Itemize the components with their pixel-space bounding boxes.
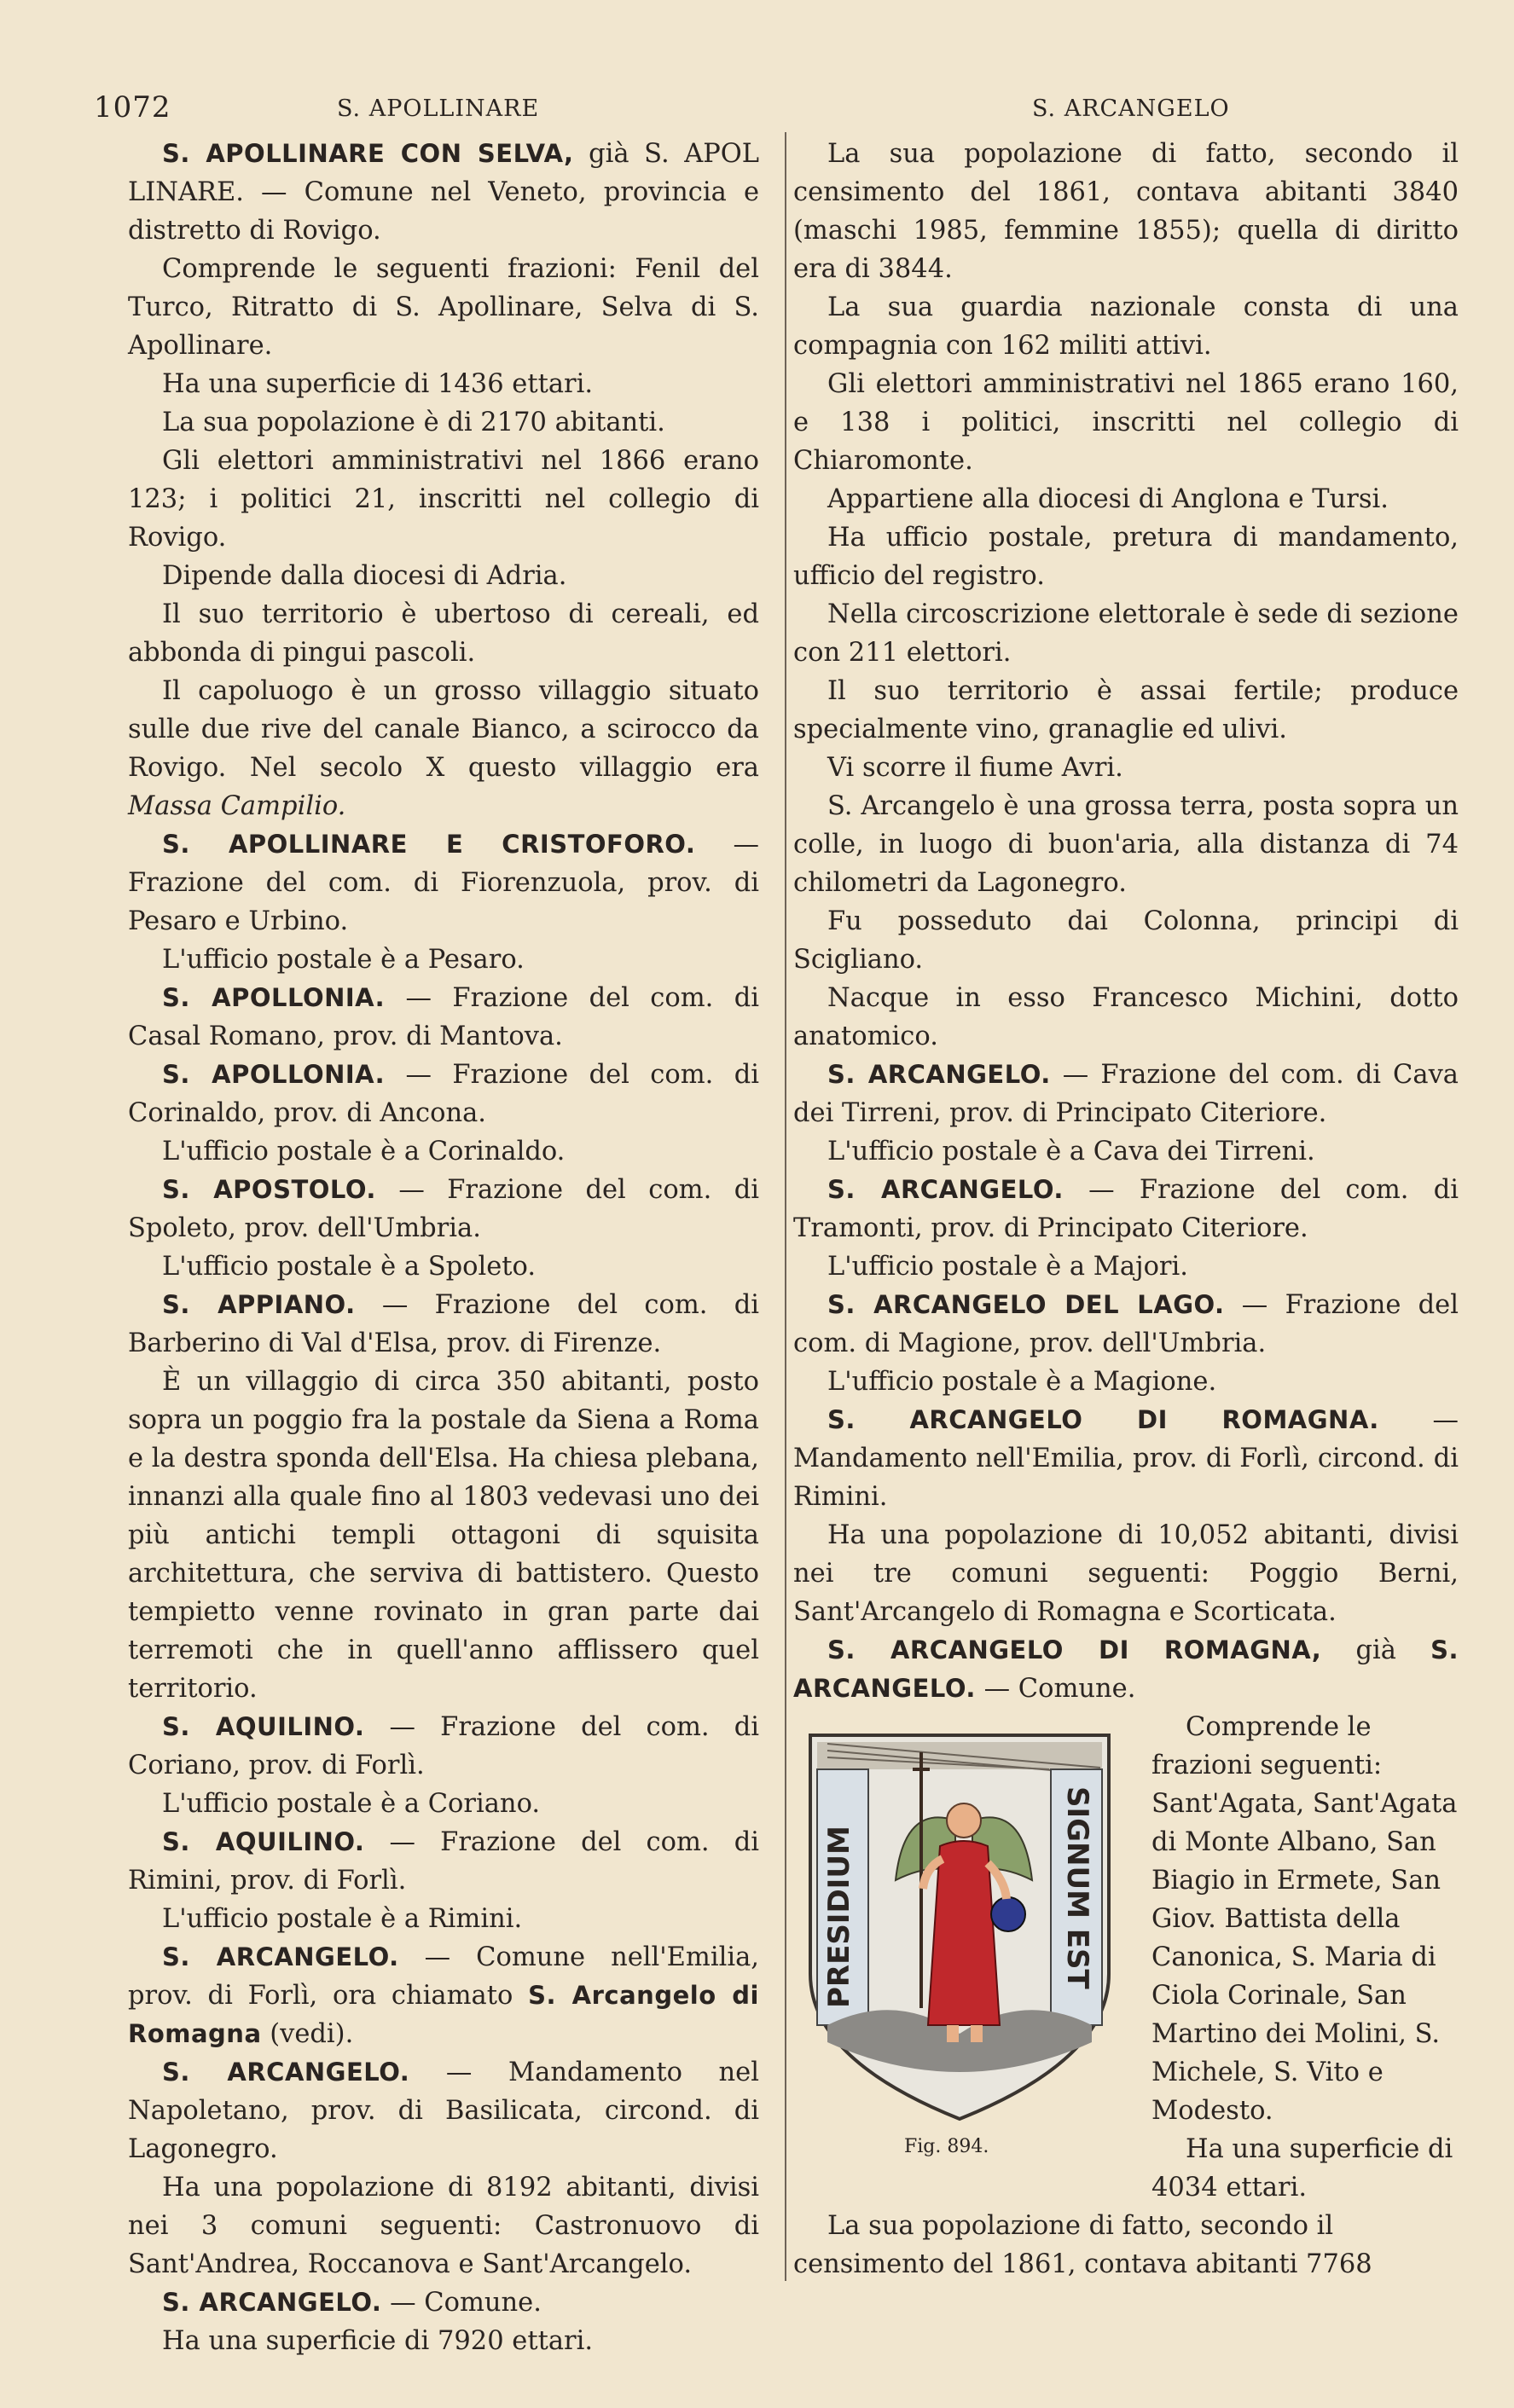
entry-paragraph: [128, 250, 759, 365]
entry-text: — Frazione del com. di Fiorenzuola, prov. di Pesaro e Urbino.: [128, 830, 759, 936]
entry-text: Nella circoscrizione elettorale è sede di sezione con 211 elettori.: [793, 599, 1459, 668]
entry-paragraph: [128, 1823, 759, 1900]
entry-text: La sua guardia nazionale consta di una compagnia con 162 militi attivi.: [793, 292, 1459, 361]
entry-text: — Frazione del com. di Magione, prov. dell'Umbria.: [793, 1290, 1459, 1358]
entry-text: La sua popolazione di fatto, secondo il censimento del 1861, contava abitanti 3840 (maschi 1985, femmine 1855); quella di diritto era di 3844.: [793, 139, 1459, 284]
entry-paragraph: [128, 1286, 759, 1363]
coat-of-arms-figure: [793, 1718, 1126, 2196]
figure-side-text: Comprende le frazioni seguenti: Sant'Agata, Sant'Agata di Monte Albano, San Biagio in Ermete, San Giov. Battista della Canonica, S. Maria di Ciola Corinale, San Martino dei Molini, S. Michele, S. Vito e Modesto.: [1151, 1712, 1458, 2126]
entry-heading: S. ARCANGELO.: [162, 2058, 410, 2087]
entry-paragraph: [128, 442, 759, 557]
entry-text: — Comune.: [381, 2288, 542, 2318]
entry-heading: S. ARCANGELO.: [162, 1942, 399, 1971]
entry-heading: S. ARCANGELO DEL LAGO.: [827, 1290, 1225, 1319]
band-text-left: PRESIDIUM: [822, 1826, 856, 2008]
entry-paragraph: [128, 1171, 759, 1247]
entry-paragraph: [128, 979, 759, 1056]
entry-paragraph: [128, 1708, 759, 1785]
entry-text: Ha ufficio postale, pretura di mandamento, ufficio del registro.: [793, 523, 1459, 591]
band-text-right: SIGNUM EST: [1060, 1786, 1094, 1989]
entry-paragraph: [793, 1286, 1459, 1363]
entry-heading: S. ARCANGELO DI ROMAGNA,: [827, 1635, 1322, 1664]
entry-paragraph: [793, 1247, 1459, 1286]
entry-heading: S. APOLLINARE CON SELVA,: [162, 139, 574, 168]
entry-paragraph: [128, 1363, 759, 1708]
entry-heading: S. ARCANGELO.: [827, 1060, 1051, 1089]
entry-text: — Frazione del com. di Corinaldo, prov. di Ancona.: [128, 1060, 759, 1128]
entry-paragraph: [128, 557, 759, 595]
entry-paragraph: [128, 595, 759, 672]
left-column: [128, 135, 759, 2360]
entry-bold-inline: S. Arcangelo di Romagna: [128, 1981, 759, 2048]
entry-paragraph: [793, 288, 1459, 365]
entry-text: Appartiene alla diocesi di Anglona e Tursi.: [827, 484, 1389, 514]
entry-text: Vi scorre il fiume Avri.: [827, 753, 1123, 783]
entry-text: Ha una popolazione di 8192 abitanti, divisi nei 3 comuni seguenti: Castronuovo di Sant'Andrea, Roccanova e Sant'Arcangelo.: [128, 2173, 759, 2279]
entry-paragraph: [128, 2053, 759, 2168]
entry-text: — Frazione del com. di Rimini, prov. di Forlì.: [128, 1827, 759, 1896]
entry-paragraph: [793, 1056, 1459, 1132]
entry-text: È un villaggio di circa 350 abitanti, posto sopra un poggio fra la postale da Siena a Roma e la destra sponda dell'Elsa. Ha chiesa plebana, innanzi alla quale fino al 1803 vedevasi uno dei più antichi templi ottagoni di squisita architettura, che serviva di battistero. Questo tempietto venne rovinato in gran parte dai terremoti che in quell'anno afflissero quel territorio.: [128, 1367, 759, 1704]
entry-paragraph: [793, 135, 1459, 288]
entry-paragraph: [793, 672, 1459, 749]
right-column: [793, 135, 1459, 2284]
entry-paragraph: [128, 1247, 759, 1286]
entry-text: L'ufficio postale è a Majori.: [827, 1252, 1188, 1282]
entry-heading: S. APOLLONIA.: [162, 1060, 386, 1089]
entry-text: L'ufficio postale è a Pesaro.: [162, 945, 525, 975]
entry-text: Nacque in esso Francesco Michini, dotto anatomico.: [793, 983, 1459, 1051]
entry-paragraph: [793, 902, 1459, 979]
entry-paragraph: [793, 1401, 1459, 1516]
running-head-left: S. APOLLINARE: [337, 96, 540, 122]
running-head-right: S. ARCANGELO: [1032, 96, 1230, 122]
entry-paragraph: [128, 1785, 759, 1823]
entry-heading: S. APOSTOLO.: [162, 1175, 376, 1204]
entry-text: L'ufficio postale è a Rimini.: [162, 1904, 523, 1934]
entry-paragraph: [793, 1132, 1459, 1171]
coat-of-arms-icon: [793, 1718, 1126, 2127]
entry-paragraph: [793, 1171, 1459, 1247]
entry-text: L'ufficio postale è a Magione.: [827, 1367, 1217, 1397]
entry-paragraph: [128, 1132, 759, 1171]
entry-text: — Mandamento nel Napoletano, prov. di Basilicata, circond. di Lagonegro.: [128, 2058, 759, 2164]
entry-paragraph: [793, 518, 1459, 595]
entry-text: Ha una superficie di 1436 ettari.: [162, 369, 594, 399]
entry-paragraph: [128, 365, 759, 403]
entry-tail: — Comune.: [975, 1674, 1136, 1704]
entry-heading: S. APOLLONIA.: [162, 983, 386, 1012]
entry-paragraph: [793, 1516, 1459, 1631]
entry-paragraph: [128, 135, 759, 250]
entry-text: S. Arcangelo è una grossa terra, posta sopra un colle, in luogo di buon'aria, alla distanza di 74 chilometri da Lagonegro.: [793, 791, 1459, 898]
entry-paragraph: [793, 595, 1459, 672]
entry-paragraph: [128, 1056, 759, 1132]
entry-text: — Frazione del com. di Cava dei Tirreni, prov. di Principato Citeriore.: [793, 1060, 1459, 1128]
closing-line: La sua popolazione di fatto, secondo il censimento del 1861, contava abitanti 7768: [793, 2211, 1372, 2279]
figure-side-text-2: Ha una superficie di 4034 ettari.: [1151, 2134, 1453, 2203]
right-entries: [793, 135, 1459, 1708]
entry-heading: S. ARCANGELO.: [162, 2288, 382, 2317]
entry-paragraph: [128, 403, 759, 442]
entry-text: Il suo territorio è ubertoso di cereali, ed abbonda di pingui pascoli.: [128, 599, 759, 668]
entry-paragraph: [128, 2284, 759, 2322]
entry-text: Dipende dalla diocesi di Adria.: [162, 561, 567, 591]
entry-text: L'ufficio postale è a Coriano.: [162, 1789, 541, 1819]
figure-caption: Fig. 894.: [904, 2136, 989, 2157]
entry-text: L'ufficio postale è a Spoleto.: [162, 1252, 537, 1282]
entry-bold-inline: S. ARCANGELO.: [793, 1635, 1459, 1703]
entry-paragraph: [128, 825, 759, 941]
column-divider: [785, 132, 786, 2281]
entry-text: già S. APOL LINARE. — Comune nel Veneto, provincia e distretto di Rovigo.: [128, 139, 759, 246]
entry-text: — Comune nell'Emilia, prov. di Forlì, ora chiamato: [128, 1942, 759, 2011]
entry-heading: S. AQUILINO.: [162, 1712, 365, 1741]
entry-text: — Mandamento nell'Emilia, prov. di Forlì, circond. di Rimini.: [793, 1405, 1459, 1512]
entry-paragraph: [128, 1900, 759, 1938]
entry-text: — Frazione del com. di Spoleto, prov. dell'Umbria.: [128, 1175, 759, 1243]
entry-heading: S. ARCANGELO.: [827, 1175, 1064, 1204]
page-number: 1072: [94, 90, 171, 124]
entry-text: L'ufficio postale è a Cava dei Tirreni.: [827, 1137, 1315, 1166]
entry-paragraph: [128, 672, 759, 825]
entry-heading: S. APPIANO.: [162, 1290, 356, 1319]
entry-text: Il suo territorio è assai fertile; produce specialmente vino, granaglie ed ulivi.: [793, 676, 1459, 744]
entry-paragraph: [793, 1363, 1459, 1401]
entry-text: — Frazione del com. di Coriano, prov. di Forlì.: [128, 1712, 759, 1780]
entry-paragraph: [128, 1938, 759, 2053]
entry-text: — Frazione del com. di Barberino di Val d'Elsa, prov. di Firenze.: [128, 1290, 759, 1358]
entry-tail: (vedi).: [261, 2019, 354, 2049]
entry-paragraph: [793, 365, 1459, 480]
entry-paragraph: [793, 480, 1459, 518]
entry-text: già: [1321, 1635, 1431, 1665]
entry-text: — Frazione del com. di Tramonti, prov. di Principato Citeriore.: [793, 1175, 1459, 1243]
entry-text: L'ufficio postale è a Corinaldo.: [162, 1137, 566, 1166]
entry-paragraph: [793, 749, 1459, 787]
entry-text: Fu posseduto dai Colonna, principi di Scigliano.: [793, 906, 1459, 975]
entry-text: Gli elettori amministrativi nel 1865 erano 160, e 138 i politici, inscritti nel collegio di Chiaromonte.: [793, 369, 1459, 476]
entry-text: — Frazione del com. di Casal Romano, prov. di Mantova.: [128, 983, 759, 1051]
entry-paragraph: [128, 941, 759, 979]
entry-text: Ha una superficie di 7920 ettari.: [162, 2326, 594, 2356]
entry-text: La sua popolazione è di 2170 abitanti.: [162, 408, 665, 437]
entry-text: Ha una popolazione di 10,052 abitanti, divisi nei tre comuni seguenti: Poggio Berni, Sant'Arcangelo di Romagna e Scorticata.: [793, 1520, 1459, 1627]
entry-heading: S. APOLLINARE E CRISTOFORO.: [162, 830, 696, 859]
entry-heading: S. AQUILINO.: [162, 1827, 365, 1856]
entry-text: Gli elettori amministrativi nel 1866 erano 123; i politici 21, inscritti nel collegio di Rovigo.: [128, 446, 759, 553]
entry-paragraph: [793, 979, 1459, 1056]
entry-paragraph: [128, 2322, 759, 2360]
entry-paragraph: [793, 787, 1459, 902]
entry-paragraph: [793, 1631, 1459, 1708]
entry-italic: Massa Campilio.: [128, 791, 346, 821]
entry-paragraph: [128, 2168, 759, 2284]
entry-heading: S. ARCANGELO DI ROMAGNA.: [827, 1405, 1379, 1434]
entry-text: Il capoluogo è un grosso villaggio situato sulle due rive del canale Bianco, a scirocco da Rovigo. Nel secolo X questo villaggio era: [128, 676, 759, 783]
entry-text: Comprende le seguenti frazioni: Fenil del Turco, Ritratto di S. Apollinare, Selva di S. Apollinare.: [128, 254, 759, 361]
